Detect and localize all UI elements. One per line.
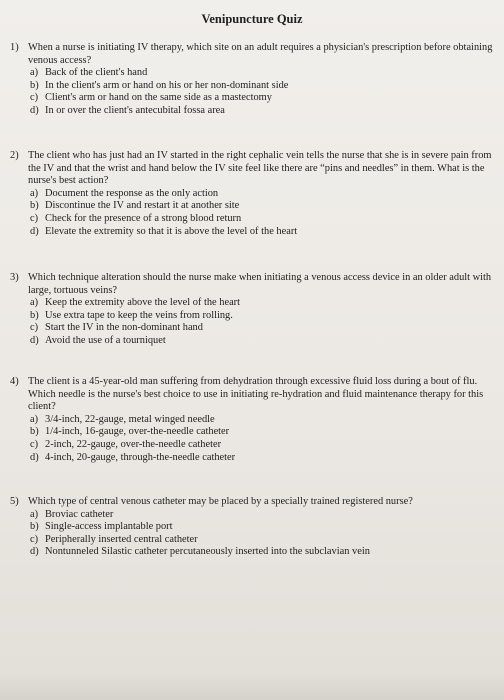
- option-letter: a): [30, 67, 39, 79]
- question-3: [10, 272, 494, 348]
- question-2: [10, 150, 494, 238]
- option-text: Single-access implantable port: [45, 521, 173, 533]
- option-text: 4-inch, 20-gauge, through-the-needle catheter: [45, 451, 236, 463]
- option-letter: b): [30, 521, 39, 533]
- question-number: 4): [10, 376, 19, 387]
- option-a: [30, 509, 494, 522]
- page-shadow: [0, 672, 504, 700]
- page-title: Venipuncture Quiz: [201, 12, 303, 26]
- question-5: [10, 496, 494, 559]
- option-a: [30, 414, 494, 427]
- option-text: 3/4-inch, 22-gauge, metal winged needle: [45, 413, 215, 425]
- option-c: [30, 92, 494, 105]
- option-text: Avoid the use of a tourniquet: [45, 334, 166, 346]
- option-letter: d): [30, 334, 39, 346]
- option-text: Discontinue the IV and restart it at another site: [45, 200, 240, 212]
- option-text: Client's arm or hand on the same side as a mastectomy: [45, 92, 272, 104]
- question-number: 1): [10, 42, 19, 53]
- option-text: Elevate the extremity so that it is above the level of the heart: [45, 225, 298, 237]
- option-letter: c): [30, 212, 39, 224]
- option-letter: a): [30, 187, 39, 199]
- question-text: Which technique alteration should the nurse make when initiating a venous access device in an older adult with large, tortuous veins?: [28, 272, 492, 296]
- option-letter: d): [30, 546, 39, 558]
- question-number: 5): [10, 496, 19, 507]
- option-b: [30, 310, 494, 323]
- option-letter: a): [30, 413, 39, 425]
- option-letter: d): [30, 451, 39, 463]
- option-c: [30, 534, 494, 547]
- option-letter: c): [30, 322, 39, 334]
- option-d: [30, 335, 494, 348]
- option-b: [30, 426, 494, 439]
- option-letter: d): [30, 225, 39, 237]
- option-text: In or over the client's antecubital fossa area: [45, 104, 225, 116]
- question-text: When a nurse is initiating IV therapy, which site on an adult requires a physician's prescription before obtaining venous access?: [28, 42, 493, 66]
- option-text: Broviac catheter: [45, 508, 114, 520]
- option-letter: c): [30, 438, 39, 450]
- option-letter: b): [30, 426, 39, 438]
- option-text: Peripherally inserted central catheter: [45, 533, 198, 545]
- option-c: [30, 439, 494, 452]
- option-d: [30, 546, 494, 559]
- option-text: Nontunneled Silastic catheter percutaneously inserted into the subclavian vein: [45, 546, 370, 558]
- option-c: [30, 213, 494, 226]
- option-a: [30, 297, 494, 310]
- option-text: Use extra tape to keep the veins from rolling.: [45, 309, 233, 321]
- option-text: Start the IV in the non-dominant hand: [45, 322, 203, 334]
- option-a: [30, 67, 494, 80]
- option-d: [30, 226, 494, 239]
- option-c: [30, 322, 494, 335]
- option-letter: b): [30, 79, 39, 91]
- option-text: Check for the presence of a strong blood return: [45, 212, 242, 224]
- option-text: In the client's arm or hand on his or her non-dominant side: [45, 79, 289, 91]
- option-d: [30, 105, 494, 118]
- option-text: 1/4-inch, 16-gauge, over-the-needle catheter: [45, 426, 230, 438]
- option-letter: a): [30, 297, 39, 309]
- question-text: The client is a 45-year-old man suffering from dehydration through excessive fluid loss during a bout of flu. Which needle is the nurse's best choice to use in initiating re-hydration and fluid maintenance therapy for this client?: [28, 376, 484, 413]
- option-text: Back of the client's hand: [45, 67, 148, 79]
- option-text: 2-inch, 22-gauge, over-the-needle catheter: [45, 438, 222, 450]
- option-letter: a): [30, 508, 39, 520]
- option-b: [30, 200, 494, 213]
- option-b: [30, 80, 494, 93]
- option-a: [30, 188, 494, 201]
- option-letter: b): [30, 200, 39, 212]
- option-letter: c): [30, 92, 39, 104]
- option-text: Document the response as the only action: [45, 187, 219, 199]
- question-4: [10, 376, 494, 464]
- option-b: [30, 521, 494, 534]
- option-letter: b): [30, 309, 39, 321]
- option-text: Keep the extremity above the level of the heart: [45, 297, 241, 309]
- option-letter: d): [30, 104, 39, 116]
- question-number: 3): [10, 272, 19, 283]
- option-d: [30, 452, 494, 465]
- question-number: 2): [10, 150, 19, 161]
- question-text: Which type of central venous catheter may be placed by a specially trained registered nurse?: [28, 496, 413, 507]
- option-letter: c): [30, 533, 39, 545]
- question-text: The client who has just had an IV started in the right cephalic vein tells the nurse that she is in severe pain from the IV and that the wrist and hand below the IV site feel like there are “pins and needles” in them. What is the nurse's best action?: [28, 150, 492, 187]
- question-1: [10, 42, 494, 118]
